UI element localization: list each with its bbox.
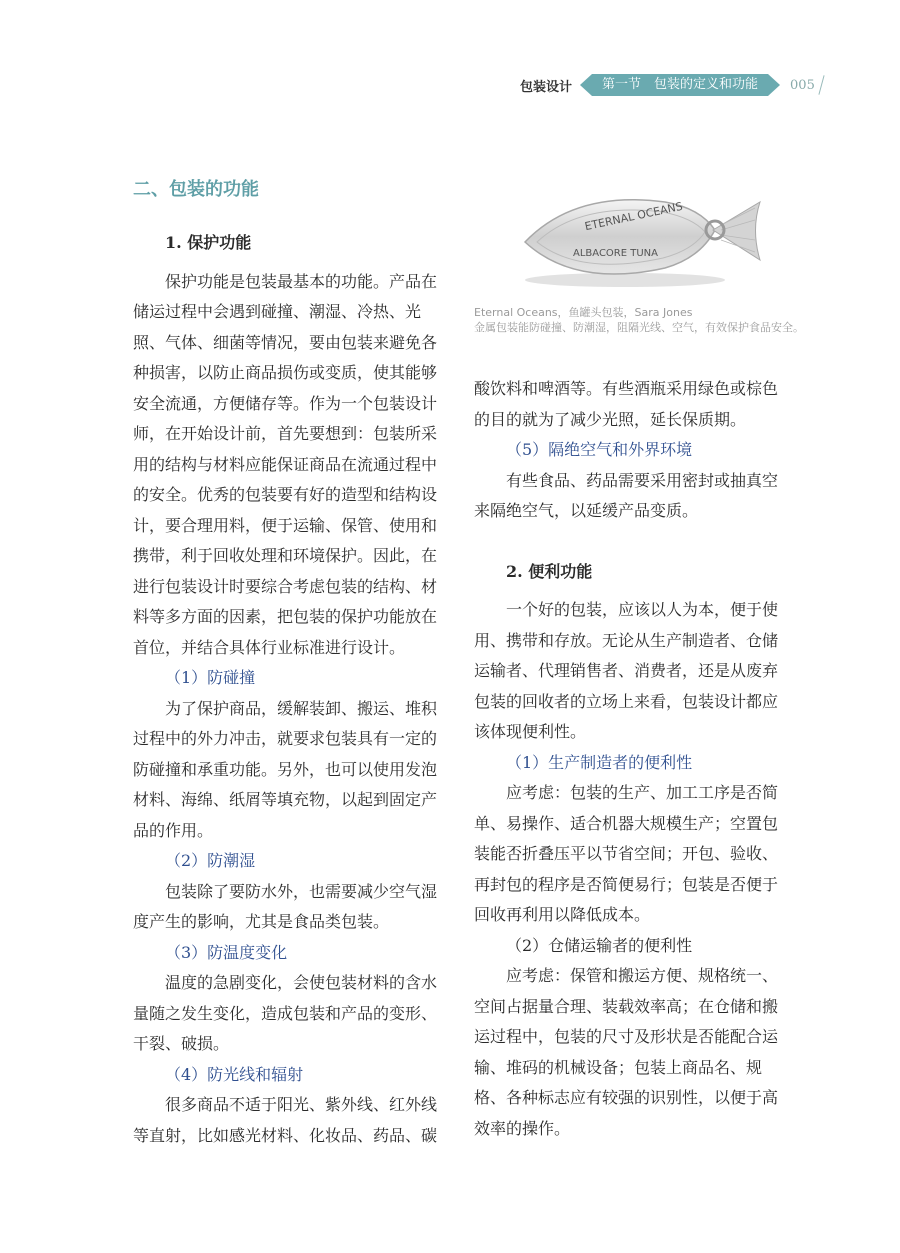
item-5-title: （5）隔绝空气和外界环境 <box>506 440 693 459</box>
header-tab-right <box>768 74 780 96</box>
tin-label-bottom: ALBACORE TUNA <box>573 248 658 259</box>
caption-line-1: Eternal Oceans，鱼罐头包装，Sara Jones <box>474 306 693 319</box>
caption-line-2: 金属包装能防碰撞、防潮湿，阻隔光线、空气，有效保护食品安全。 <box>474 321 804 334</box>
header-slash <box>818 75 824 95</box>
item-2-title: （2）防潮湿 <box>165 851 256 870</box>
right-column <box>474 374 792 1144</box>
convenience-2-text: 应考虑：保管和搬运方便、规格统一、空间占据量合理、装载效率高；在仓储和搬运过程中，包装的尺寸及形状是否能配合运输、堆码的机械设备；包装上商品名、规格、各种标志应有较强的识别性，以便于高效率的操作。 <box>474 966 779 1138</box>
book-title: 包装设计 <box>520 79 573 95</box>
page-number: 005 <box>790 77 815 93</box>
fish-tin-image <box>515 180 765 295</box>
header-tab-left <box>580 74 592 96</box>
running-header <box>520 74 822 96</box>
convenience-1-title: （1）生产制造者的便利性 <box>506 752 693 772</box>
section-2-title: 2. 便利功能 <box>506 561 593 581</box>
tin-label-top: ETERNAL OCEANS <box>583 199 684 234</box>
item-1-title: （1）防碰撞 <box>165 668 256 687</box>
convenience-1-text: 应考虑：包装的生产、加工工序是否简单、易操作、适合机器大规模生产；空置包装能否折叠压平以节省空间；开包、验收、再封包的程序是否简便易行；包装是否便于回收再利用以降低成本。 <box>474 783 779 924</box>
section-title: 第一节 包装的定义和功能 <box>592 74 768 96</box>
item-1-text: 为了保护商品，缓解装卸、搬运、堆积过程中的外力冲击，就要求包装具有一定的防碰撞和承重功能。另外，也可以使用发泡材料、海绵、纸屑等填充物，以起到固定产品的作用。 <box>133 698 438 840</box>
item-2-text: 包装除了要防水外，也需要减少空气湿度产生的影响，尤其是食品类包装。 <box>133 881 438 931</box>
item-3-text: 温度的急剧变化，会使包装材料的含水量随之发生变化，造成包装和产品的变形、干裂、破损。 <box>133 973 438 1053</box>
figure-caption <box>474 305 804 335</box>
item-5-text: 有些食品、药品需要采用密封或抽真空来隔绝空气，以延缓产品变质。 <box>474 470 779 520</box>
left-column <box>133 168 451 1151</box>
section-2-paragraph: 一个好的包装，应该以人为本，便于使用、携带和存放。无论从生产制造者、仓储运输者、代理销售者、消费者，还是从废弃包装的回收者的立场上来看，包装设计都应该体现便利性。 <box>474 600 779 741</box>
item-4-title: （4）防光线和辐射 <box>165 1064 304 1084</box>
chapter-heading: 二、包装的功能 <box>133 179 259 200</box>
section-1-paragraph: 保护功能是包装最基本的功能。产品在储运过程中会遇到碰撞、潮湿、冷热、光照、气体、细菌等情况，要由包装来避免各种损害，以防止商品损伤或变质，使其能够安全流通，方便储存等。作为一个包装设计师，在开始设计前，首先要想到：包装所采用的结构与材料应能保证商品在流通过程中的安全。优秀的包装要有好的造型和结构设计，要合理用料，便于运输、保管、使用和携带，利于回收处理和环境保护。因此，在进行包装设计时要综合考虑包装的结构、材料等多方面的因素，把包装的保护功能放在首位，并结合具体行业标准进行设计。 <box>133 271 438 657</box>
convenience-2-title: （2）仓储运输者的便利性 <box>506 935 693 955</box>
item-4-text: 很多商品不适于阳光、紫外线、红外线等直射，比如感光材料、化妆品、药品、碳 <box>133 1095 438 1145</box>
section-1-title: 1. 保护功能 <box>165 233 252 252</box>
item-3-title: （3）防温度变化 <box>165 942 288 962</box>
continued-text: 酸饮料和啤酒等。有些酒瓶采用绿色或棕色的目的就为了减少光照，延长保质期。 <box>474 379 779 429</box>
